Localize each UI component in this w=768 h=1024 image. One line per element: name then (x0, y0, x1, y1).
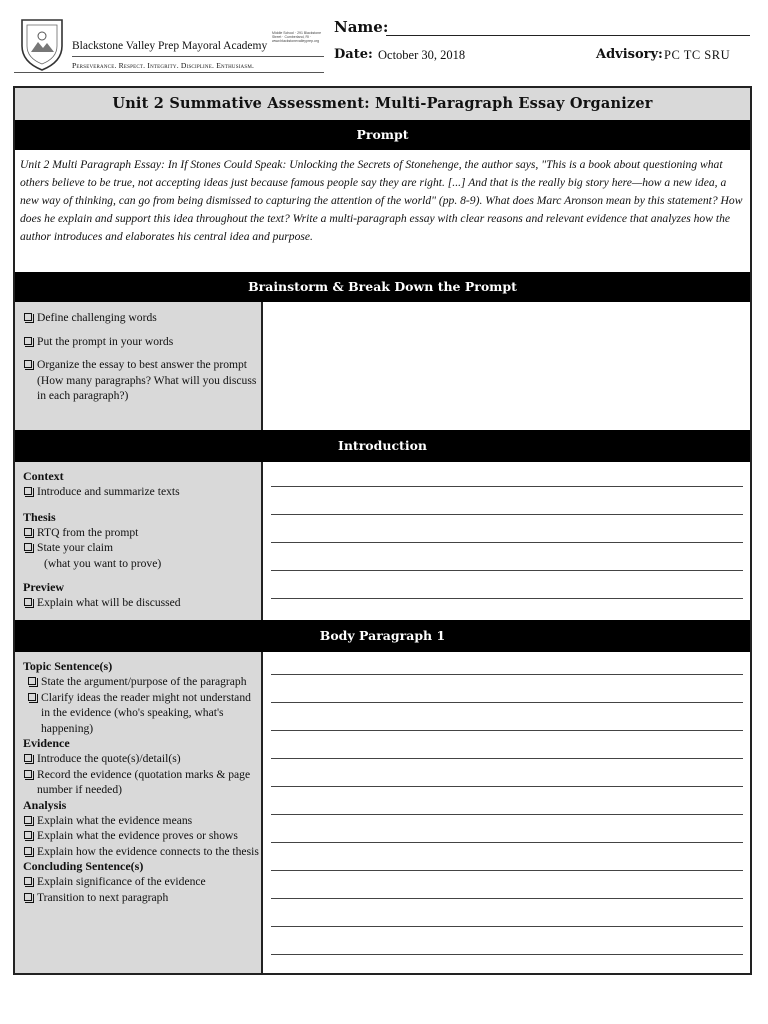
writing-line[interactable] (271, 542, 743, 543)
checklist-item: Explain significance of the evidence (15, 874, 261, 890)
checkbox-icon[interactable] (24, 487, 32, 495)
checklist-item: Explain what will be discussed (15, 595, 261, 611)
essay-organizer (13, 86, 752, 975)
writing-line[interactable] (271, 758, 743, 759)
checklist-item: Clarify ideas the reader might not understand in the evidence (who's speaking, what's happening) (15, 690, 261, 737)
topic-sentence-label: Topic Sentence(s) (23, 659, 113, 673)
writing-line[interactable] (271, 674, 743, 675)
checklist-item: Introduce the quote(s)/detail(s) (15, 751, 261, 767)
body-paragraph-1-writing-area[interactable] (263, 652, 750, 973)
introduction-writing-area[interactable] (263, 462, 750, 620)
header-divider (72, 56, 324, 57)
school-shield-icon (18, 16, 66, 72)
checkbox-icon[interactable] (24, 543, 32, 551)
checklist-item: Introduce and summarize texts (15, 484, 261, 500)
checklist-item: State the argument/purpose of the paragraph (15, 674, 261, 690)
checkbox-icon[interactable] (24, 770, 32, 778)
writing-line[interactable] (271, 870, 743, 871)
writing-line[interactable] (271, 570, 743, 571)
checkbox-icon[interactable] (28, 693, 36, 701)
checkbox-icon[interactable] (24, 847, 32, 855)
checklist-item: State your claim (15, 540, 261, 556)
writing-line[interactable] (271, 786, 743, 787)
checkbox-icon[interactable] (28, 677, 36, 685)
checkbox-icon[interactable] (24, 598, 32, 606)
school-address: Middle School · 291 Blackstone Street · Cumberland, RI · www.blackstonevalleyprep.org (272, 31, 322, 43)
writing-line[interactable] (271, 702, 743, 703)
header-divider-bottom (14, 72, 324, 73)
brainstorm-checklist (15, 302, 263, 430)
thesis-note: (what you want to prove) (44, 556, 162, 570)
checkbox-icon[interactable] (24, 877, 32, 885)
checkbox-icon[interactable] (24, 313, 32, 321)
brainstorm-heading: Brainstorm & Break Down the Prompt (15, 272, 750, 302)
checkbox-icon[interactable] (24, 893, 32, 901)
writing-line[interactable] (271, 514, 743, 515)
introduction-checklist (15, 462, 263, 620)
checkbox-icon[interactable] (24, 831, 32, 839)
checklist-item: Explain what the evidence proves or shows (15, 828, 261, 844)
writing-line[interactable] (271, 730, 743, 731)
evidence-label: Evidence (23, 736, 70, 750)
preview-label: Preview (23, 580, 65, 594)
date-label: Date: (334, 47, 373, 62)
body-paragraph-1-heading: Body Paragraph 1 (15, 620, 750, 652)
name-field[interactable] (386, 35, 750, 36)
writing-line[interactable] (271, 954, 743, 955)
checklist-item: RTQ from the prompt (15, 525, 261, 541)
name-label: Name: (334, 18, 389, 36)
advisory-value: PC TC SRU (664, 48, 731, 62)
checklist-item: Explain what the evidence means (15, 813, 261, 829)
checklist-item: Organize the essay to best answer the prompt (How many paragraphs? What will you discuss in each paragraph?) (15, 357, 261, 404)
checkbox-icon[interactable] (24, 528, 32, 536)
checkbox-icon[interactable] (24, 816, 32, 824)
writing-line[interactable] (271, 926, 743, 927)
school-logo-block (14, 14, 320, 84)
brainstorm-answer-area[interactable] (263, 302, 750, 430)
writing-line[interactable] (271, 842, 743, 843)
school-name: Blackstone Valley Prep Mayoral Academy (72, 40, 268, 52)
context-label: Context (23, 469, 64, 483)
analysis-label: Analysis (23, 797, 67, 812)
checklist-item: Put the prompt in your words (15, 334, 261, 350)
thesis-label: Thesis (23, 509, 56, 524)
concluding-sentence-label: Concluding Sentence(s) (23, 859, 144, 873)
checkbox-icon[interactable] (24, 754, 32, 762)
organizer-title: Unit 2 Summative Assessment: Multi-Paragraph Essay Organizer (15, 88, 750, 121)
checkbox-icon[interactable] (24, 360, 32, 368)
prompt-text: Unit 2 Multi Paragraph Essay: In If Stones Could Speak: Unlocking the Secrets of Stonehenge, the author says, "This is a book about questioning what others believe to be true, not accepting ideas just because famous people say they are right. [...] And that is the really big story here—how a new idea, a new way of thinking, can go from being dismissed to capturing the attention of the world" (pp. 8-9). What does Marc Aronson mean by this statement? How does he explain and support this idea throughout the text? Write a multi-paragraph essay with clear reasons and relevant evidence that analyzes how the author introduces and elaborates his central idea and purpose. (20, 158, 743, 243)
prompt-heading: Prompt (15, 120, 750, 150)
checklist-item: Record the evidence (quotation marks & page number if needed) (15, 767, 261, 798)
body-paragraph-1-checklist (15, 652, 263, 973)
writing-line[interactable] (271, 598, 743, 599)
page-header (0, 0, 768, 86)
advisory-label: Advisory: (596, 47, 663, 62)
checklist-item: Transition to next paragraph (15, 890, 261, 906)
checkbox-icon[interactable] (24, 337, 32, 345)
date-value: October 30, 2018 (378, 48, 466, 62)
checklist-item: Explain how the evidence connects to the thesis (15, 844, 261, 860)
checklist-item: Define challenging words (15, 310, 261, 326)
writing-line[interactable] (271, 486, 743, 487)
introduction-heading: Introduction (15, 430, 750, 462)
writing-line[interactable] (271, 898, 743, 899)
school-motto: Perseverance. Respect. Integrity. Discipline. Enthusiasm. (72, 61, 255, 70)
writing-line[interactable] (271, 814, 743, 815)
